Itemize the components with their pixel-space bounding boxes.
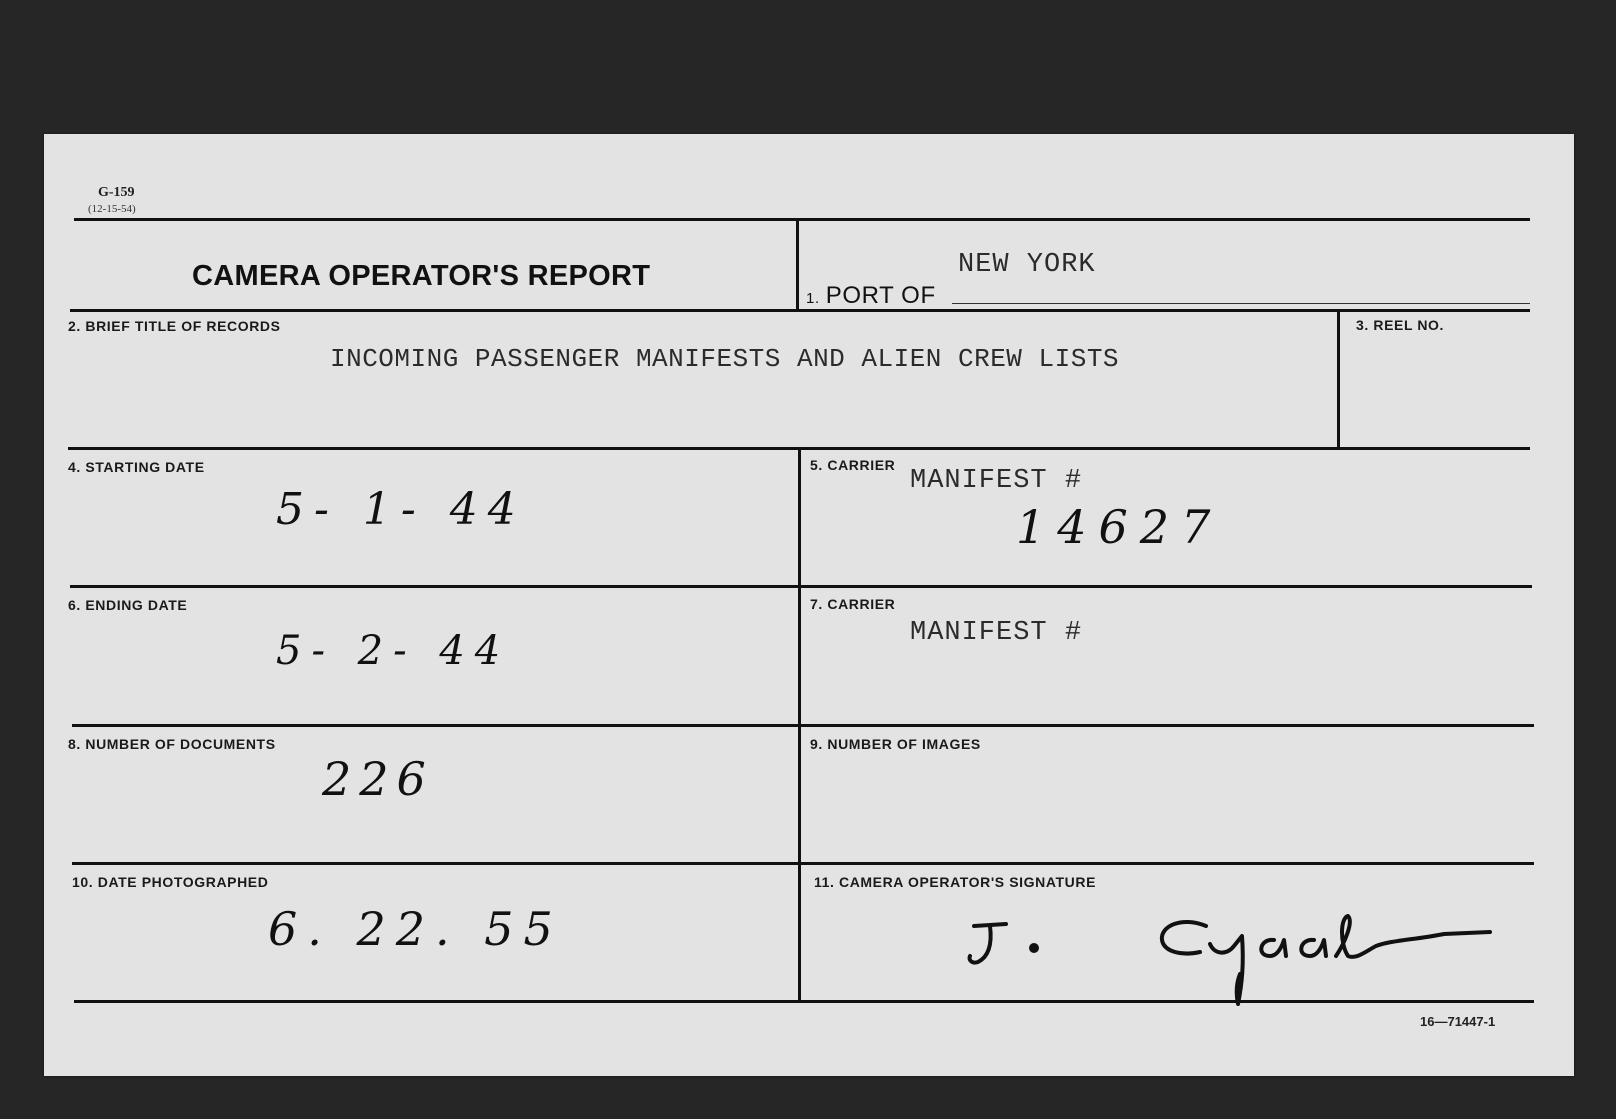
carrier2-label: 7. CARRIER [810,596,896,612]
ending-date-value: 5- 2- 44 [276,628,511,674]
report-title: CAMERA OPERATOR'S REPORT [192,260,651,292]
rule-row1 [70,309,1530,312]
num-documents-label: 8. NUMBER OF DOCUMENTS [68,736,276,752]
rule-row5 [72,862,1534,865]
port-label-number: 1. [806,290,820,307]
report-card [44,134,1574,1076]
num-documents-value: 226 [322,752,434,806]
reel-label: 3. REEL NO. [1356,317,1445,333]
date-photographed-label: 10. DATE PHOTOGRAPHED [72,874,269,890]
records-title-label: 2. BRIEF TITLE OF RECORDS [68,318,281,334]
rule-top [74,218,1530,221]
divider-records-reel [1337,310,1340,448]
divider-center [798,449,801,1002]
footer-form-code: 16—71447-1 [1420,1014,1496,1029]
rule-row3 [70,585,1532,588]
form-code: G-159 [98,185,135,200]
divider-title-port [796,220,799,310]
rule-row4 [72,724,1534,727]
date-photographed-value: 6. 22. 55 [268,902,563,956]
operator-signature [944,904,1504,1014]
starting-date-value: 5- 1- 44 [276,484,526,535]
signature-label: 11. CAMERA OPERATOR'S SIGNATURE [814,874,1097,890]
form-revision-date: (12-15-54) [88,203,136,215]
port-label-text: PORT OF [825,282,936,309]
carrier1-label: 5. CARRIER [810,457,896,473]
carrier2-typed: MANIFEST # [910,618,1083,648]
records-title-value: INCOMING PASSENGER MANIFESTS AND ALIEN CREW LISTS [330,344,1120,374]
port-label [806,282,936,310]
ending-date-label: 6. ENDING DATE [68,597,188,613]
carrier1-typed: MANIFEST # [910,466,1083,496]
carrier1-handwritten: 14627 [1016,500,1223,554]
port-underline [952,303,1530,304]
starting-date-label: 4. STARTING DATE [68,459,205,475]
port-value: NEW YORK [958,250,1096,280]
num-images-label: 9. NUMBER OF IMAGES [810,736,981,752]
